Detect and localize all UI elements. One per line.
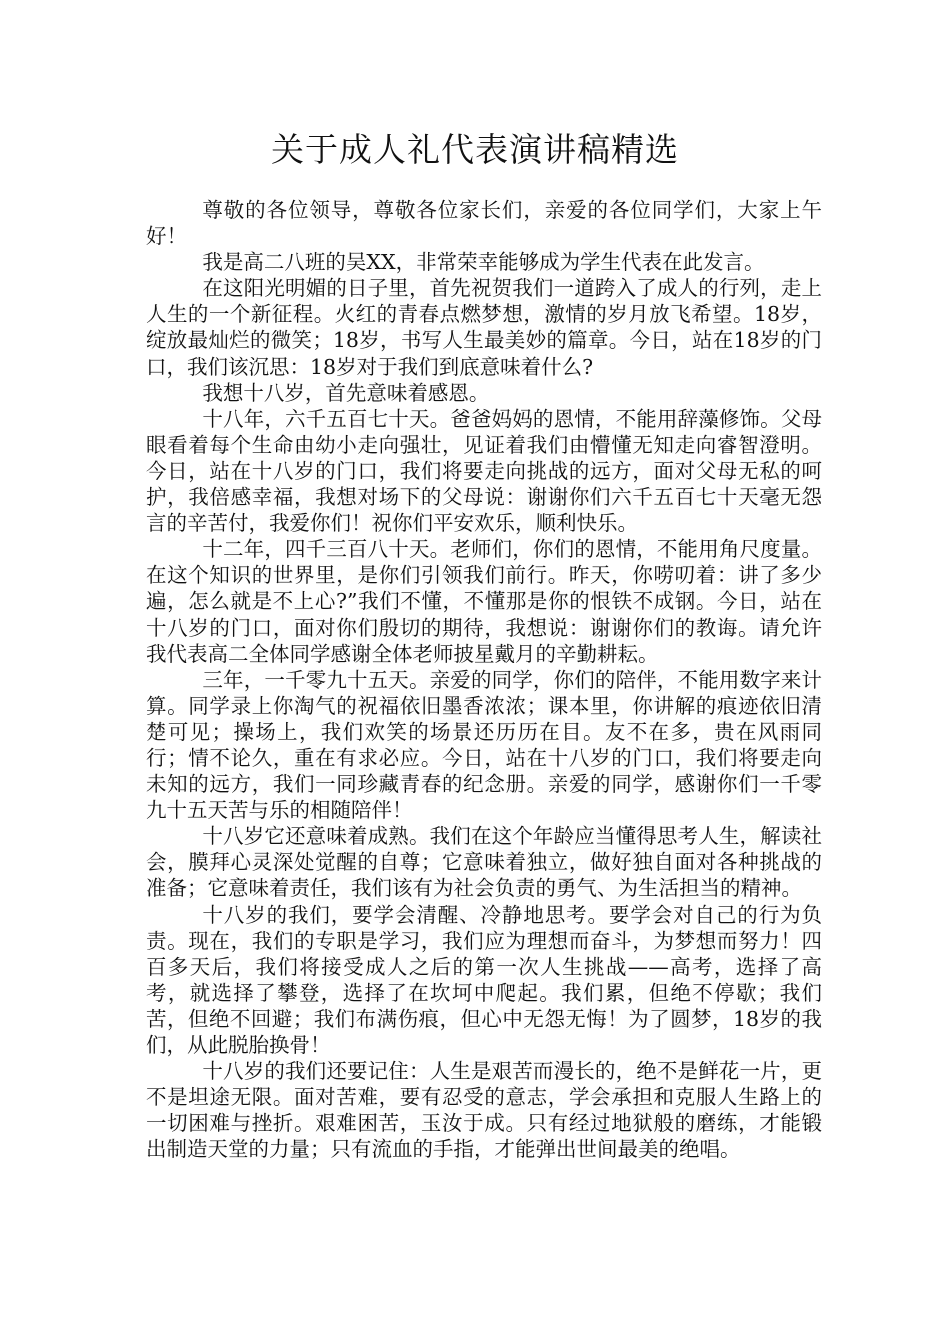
paragraph-parents: 十八年，六千五百七十天。爸爸妈妈的恩情，不能用辞藻修饰。父母眼看着每个生命由幼小走向强壮，见证着我们由懵懂无知走向睿智澄明。今日，站在十八岁的门口，我们将要走向挑战的远方，面对父母无私的呵护，我倍感幸福，我想对场下的父母说：谢谢你们六千五百七十天毫无怨言的辛苦付，我爱你们！祝你们平安欢乐，顺利快乐。 xyxy=(146,406,822,536)
paragraph-classmates: 三年，一千零九十五天。亲爱的同学，你们的陪伴，不能用数字来计算。同学录上你淘气的祝福依旧墨香浓浓；课本里，你讲解的痕迹依旧清楚可见；操场上，我们欢笑的场景还历历在目。友不在多，贵在风雨同行；情不论久，重在有求必应。今日，站在十八岁的门口，我们将要走向未知的远方，我们一同珍藏青春的纪念册。亲爱的同学，感谢你们一千零九十五天苦与乐的相随陪伴！ xyxy=(146,667,822,823)
paragraph-perseverance: 十八岁的我们还要记住：人生是艰苦而漫长的，绝不是鲜花一片，更不是坦途无限。面对苦难，要有忍受的意志，学会承担和克服人生路上的一切困难与挫折。艰难困苦，玉汝于成。只有经过地狱般的磨练，才能锻出制造天堂的力量；只有流血的手指，才能弹出世间最美的绝唱。 xyxy=(146,1059,822,1162)
paragraph-responsibility: 十八岁的我们，要学会清醒、冷静地思考。要学会对自己的行为负责。现在，我们的专职是学习，我们应为理想而奋斗，为梦想而努力！四百多天后，我们将接受成人之后的第一次人生挑战——高考，选择了高考，就选择了攀登，选择了在坎坷中爬起。我们累，但绝不停歇；我们苦，但绝不回避；我们布满伤痕，但心中无怨无悔！为了圆梦，18岁的我们，从此脱胎换骨！ xyxy=(146,902,822,1057)
paragraph-gratitude-intro: 我想十八岁，首先意味着感恩。 xyxy=(202,380,490,405)
paragraph-self-intro: 我是高二八班的吴XX，非常荣幸能够成为学生代表在此发言。 xyxy=(202,250,765,275)
paragraph-maturity: 十八岁它还意味着成熟。我们在这个年龄应当懂得思考人生，解读社会，膜拜心灵深处觉醒的自尊；它意味着独立，做好独自面对各种挑战的准备；它意味着责任，我们该有为社会负责的勇气、为生活担当的精神。 xyxy=(146,824,822,901)
document-title: 关于成人礼代表演讲稿精选 xyxy=(271,130,679,169)
document-body xyxy=(146,197,822,1162)
paragraph-congratulations: 在这阳光明媚的日子里，首先祝贺我们一道跨入了成人的行列，走上人生的一个新征程。火红的青春点燃梦想，激情的岁月放飞希望。18岁，绽放最灿烂的微笑；18岁，书写人生最美妙的篇章。今日，站在18岁的门口，我们该沉思：18岁对于我们到底意味着什么? xyxy=(146,276,822,379)
paragraph-teachers: 十二年，四千三百八十天。老师们，你们的恩情，不能用角尺度量。在这个知识的世界里，是你们引领我们前行。昨天，你唠叨着：讲了多少遍，怎么就是不上心?”我们不懂，不懂那是你的恨铁不成钢。今日，站在十八岁的门口，面对你们殷切的期待，我想说：谢谢你们的教诲。请允许我代表高二全体同学感谢全体老师披星戴月的辛勤耕耘。 xyxy=(146,537,822,666)
paragraph-greeting: 尊敬的各位领导，尊敬各位家长们，亲爱的各位同学们，大家上午好！ xyxy=(146,198,822,249)
